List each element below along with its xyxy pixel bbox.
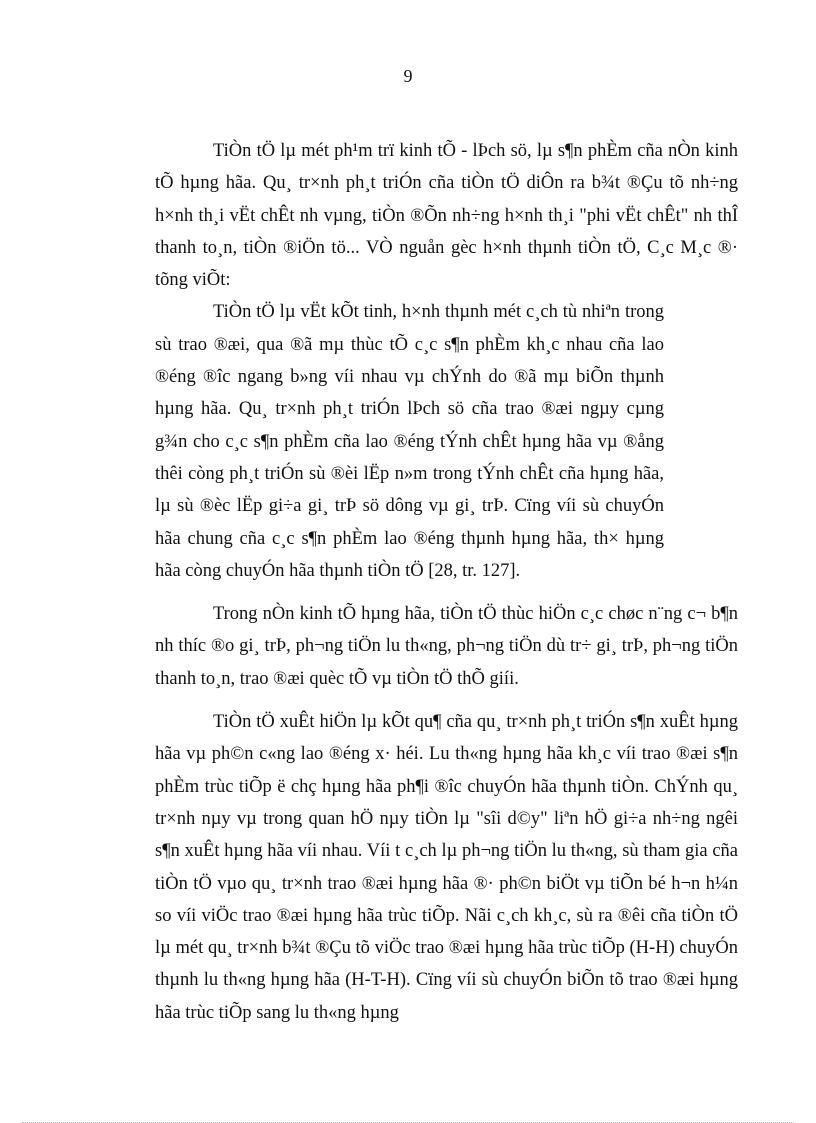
paragraph-1: TiÒn tÖ lµ mét ph¹m trï kinh tÕ - lÞch sö, lµ s¶n phÈm cña nÒn kinh tÕ hµng hãa. Qu¸ tr×nh ph¸t triÓn cña tiÒn tÖ diÔn ra b¾t ®Çu tõ nh÷ng h×nh th¸i vËt chÊt nh vµng, tiÒn ®Õn nh÷ng h×nh th¸i "phi vËt chÊt" nh thÎ thanh to¸n, tiÒn ®iÖn tö... VÒ nguån gèc h×nh thµnh tiÒn tÖ, C¸c M¸c ®· tõng viÕt:	[155, 141, 738, 291]
paragraph-3: TiÒn tÖ xuÊt hiÖn lµ kÕt qu¶ cña qu¸ tr×nh ph¸t triÓn s¶n xuÊt hµng hãa vµ ph©n c«ng lao ®éng x· héi. Lu th«ng hµng hãa kh¸c víi trao ®æi s¶n phÈm trùc tiÕp ë chç hµng hãa ph¶i ®îc chuyÓn hãa thµnh tiÒn. ChÝnh qu¸ tr×nh nµy vµ trong quan hÖ nµy tiÒn lµ "sîi d©y" liªn hÖ gi÷a nh÷ng ngêi s¶n xuÊt hµng hãa víi nhau. Víi t c¸ch lµ ph¬ng tiÖn lu th«ng, sù tham gia cña tiÒn tÖ vµo qu¸ tr×nh trao ®æi hµng hãa ®· ph©n biÖt vµ tiÕn bé h¬n h¼n so víi viÖc trao ®æi hµng hãa trùc tiÕp. Nãi c¸ch kh¸c, sù ra ®êi cña tiÒn tÖ lµ mét qu¸ tr×nh b¾t ®Çu tõ viÖc trao ®æi hµng hãa trùc tiÕp (H-H) chuyÓn thµnh lu th«ng hµng hãa (H-T-H). Cïng víi sù chuyÓn biÕn tõ trao ®æi hµng hãa trùc tiÕp sang lu th«ng hµng	[155, 712, 738, 1023]
page-number: 9	[403, 66, 413, 86]
paragraph-2: Trong nÒn kinh tÕ hµng hãa, tiÒn tÖ thùc hiÖn c¸c chøc n¨ng c¬ b¶n nh thíc ®o gi¸ trÞ, ph¬ng tiÖn lu th«ng, ph¬ng tiÖn dù tr÷ gi¸ trÞ, ph¬ng tiÖn thanh to¸n, trao ®æi quèc tÕ vµ tiÒn tÖ thÕ giíi.	[155, 604, 738, 689]
page-body	[155, 135, 738, 1029]
block-quote: TiÒn tÖ lµ vËt kÕt tinh, h×nh thµnh mét c¸ch tù nhiªn trong sù trao ®æi, qua ®ã mµ thùc tÕ c¸c s¶n phÈm kh¸c nhau cña lao ®éng ®îc ngang b»ng víi nhau vµ chÝnh do ®ã mµ biÕn thµnh hµng hãa. Qu¸ tr×nh ph¸t triÓn lÞch sö cña trao ®æi ngµy cµng g¾n cho c¸c s¶n phÈm cña lao ®éng tÝnh chÊt hµng hãa vµ ®ång thêi còng ph¸t triÓn sù ®èi lËp n»m trong tÝnh chÊt cña hµng hãa, lµ sù ®èc lËp gi÷a gi¸ trÞ sö dông vµ gi¸ trÞ. Cïng víi sù chuyÓn hãa chung cña c¸c s¶n phÈm lao ®éng thµnh hµng hãa, th× hµng hãa còng chuyÓn hãa thµnh tiÒn tÖ [28, tr. 127].	[155, 302, 664, 581]
